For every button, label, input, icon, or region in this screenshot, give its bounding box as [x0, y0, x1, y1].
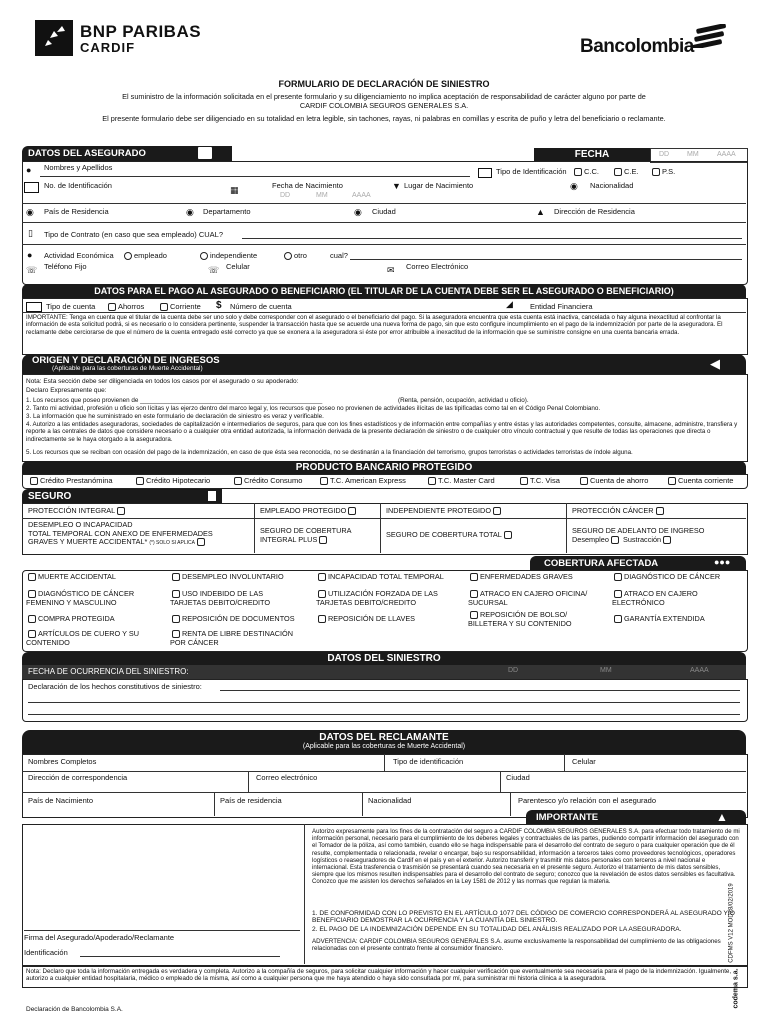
telefono-label: Teléfono Fijo	[44, 262, 87, 271]
origen-title: ORIGEN Y DECLARACIÓN DE INGRESOS	[32, 355, 220, 366]
declaracion-field[interactable]	[28, 702, 740, 703]
independiente-option[interactable]	[198, 251, 257, 260]
megaphone-icon: ◀	[710, 356, 720, 371]
otro-label: otro	[294, 251, 307, 260]
cobertura-option[interactable]	[612, 590, 698, 607]
globe-icon: ◉	[354, 207, 362, 217]
calendar-icon: ▦	[230, 185, 239, 195]
seguro-hline	[22, 518, 746, 519]
seguro-option-label: PROTECCIÓN INTEGRAL	[28, 506, 116, 515]
cobertura-option[interactable]	[170, 615, 295, 624]
cobertura-option-label: MUERTE ACCIDENTAL	[38, 572, 116, 581]
cc-option[interactable]	[572, 167, 599, 176]
seguro-option-label: INTEGRAL PLUS	[260, 534, 318, 544]
person-icon: ●	[26, 165, 32, 175]
reclamante-vline	[500, 771, 501, 792]
id-number-icon	[24, 182, 39, 193]
fecha-nac-mm: MM	[316, 192, 328, 199]
actividad-label: Actividad Económica	[44, 251, 114, 260]
nacionalidad-label: Nacionalidad	[590, 181, 634, 190]
declaracion-field[interactable]	[220, 690, 740, 691]
card-icon	[26, 302, 42, 312]
seguro-option-label: EMPLEADO PROTEGIDO	[260, 506, 347, 515]
origen-p1b: (Renta, pensión, ocupación, actividad u oficio).	[398, 397, 529, 404]
cobertura-option-label: REPOSICIÓN DE DOCUMENTOS	[182, 614, 295, 623]
ahorros-label: Ahorros	[118, 302, 145, 311]
declaracion-field[interactable]	[28, 714, 740, 715]
tipo-contrato-field[interactable]	[242, 238, 742, 239]
importante-text-1: Autorizo expresamente para los fines de la contratación del seguro a CARDIF COLOMBIA SEGUROS GENERALES S.A. para efectuar todo tratamiento de mi información personal, necesario para el cumplimiento de los deberes legales y contractuales de las partes, pudiendo compartir información del asegurado con el Tomador de la póliza, así como también, cuando ello se haga indispensable para el desarrollo del contrato de seguro o para cualquier operación que de él resulte, complementada o relacionada, revelar o encargar, bajo su responsabilidad, información a terceros tales como proveedores tecnológicos, operadores logísticos o reaseguradores de Cardif en el país y en el exterior. Autorizo transferir y trasmitir mis datos personales con terceros a nivel nacional e internacional. Esta trasferencia o trasmisión se presentará cuando sea necesaria en el presente seguro. Autorizo el tratamiento de mis datos sensibles, siempre que los mismos resulten indispensables para el desarrollo del contrato de seguro; conozco que la revelación de estos datos sensibles es facultativa. Conozco que me asisten los derechos señalados en la Ley 1581 de 2012 y las normas que regulan la materia.	[312, 828, 740, 886]
document-icon	[208, 491, 216, 501]
cobertura-option-label: REPOSICIÓN DE LLAVES	[328, 614, 416, 623]
cobertura-option[interactable]	[26, 590, 134, 607]
bnp-line2: CARDIF	[80, 40, 136, 55]
cobertura-header	[530, 556, 746, 570]
firma-divider	[304, 824, 305, 964]
cobertura-option[interactable]	[316, 615, 415, 624]
cobertura-title: COBERTURA AFECTADA	[544, 558, 659, 569]
dollar-icon: $	[216, 300, 222, 311]
cobertura-option[interactable]	[316, 590, 438, 607]
reclamante-vline	[362, 792, 363, 816]
siniestro-header	[22, 652, 746, 665]
lugar-nac-label: Lugar de Nacimiento	[404, 181, 474, 190]
siniestro-fecha-label: FECHA DE OCURRENCIA DEL SINIESTRO:	[28, 667, 189, 676]
siniestro-mm[interactable]: MM	[600, 667, 612, 674]
asegurado-header	[22, 146, 232, 161]
cobertura-option-label: COMPRA PROTEGIDA	[38, 614, 115, 623]
fecha-mm: MM	[687, 151, 699, 158]
footer-declaracion: Declaración de Bancolombia S.A.	[26, 1006, 123, 1013]
corriente-option[interactable]	[158, 302, 201, 311]
reclamante-pais-res: País de residencia	[220, 796, 282, 805]
importante-title: IMPORTANTE	[536, 812, 599, 823]
tipo-cuenta-label: Tipo de cuenta	[46, 302, 96, 311]
identificacion-label: Identificación	[24, 948, 68, 957]
bnp-logo	[35, 20, 73, 56]
origen-header	[22, 354, 746, 374]
bank-icon: ◢	[506, 299, 513, 309]
origen-p3: 3. La información que he suministrado en este formulario de declaración de siniestro es veraz y verificable.	[26, 413, 324, 420]
cobertura-option-label: ARTÍCULOS DE CUERO Y SU CONTENIDO	[26, 629, 139, 647]
seguro-option[interactable]	[28, 521, 213, 548]
reclamante-vline	[384, 754, 385, 771]
origen-p2: 2. Tanto mi actividad, profesión u oficio son lícitas y las ejerzo dentro del marco legal y, los recursos que poseo no provienen de actividades ilícitas de las tipificadas como tal en el Código Penal Colombiano.	[26, 405, 601, 412]
cobertura-option[interactable]	[170, 573, 284, 582]
seguro-option[interactable]	[386, 507, 503, 516]
correo-label: Correo Electrónico	[406, 262, 469, 271]
seguro-option[interactable]	[572, 527, 704, 544]
ps-option[interactable]	[650, 167, 675, 176]
producto-item-label: T.C. American Express	[330, 476, 406, 485]
reclamante-pais-nac: País de Nacimiento	[28, 796, 94, 805]
ce-option[interactable]	[612, 167, 639, 176]
seguro-option[interactable]	[386, 531, 514, 540]
seguro-header	[22, 489, 222, 503]
bancolombia-logo	[580, 26, 740, 62]
departamento-label: Departamento	[203, 207, 251, 216]
producto-item[interactable]	[578, 476, 648, 485]
cual-field[interactable]	[350, 259, 742, 260]
asegurado-section	[22, 161, 748, 285]
siniestro-aaaa[interactable]: AAAA	[690, 667, 709, 674]
cobertura-option-label: GARANTÍA EXTENDIDA	[624, 614, 705, 623]
identificacion-field[interactable]	[80, 956, 280, 957]
footer-nota: Nota: Declaro que toda la información entregada es verdadera y completa. Autorizo a la compañía de seguros, para solicitar cualquier información y hacer cualquier verificación que eventualmente sea necesaria para el pago de la indemnización. Igualmente, autorizo a cualquier entidad hospitalaria, médico o empleado de la misma, así como a cualquier persona que me haya atendido o haya sido consultada por mí, para suministrar mi historia clínica a la aseguradora.	[26, 968, 732, 983]
seguro-option-label: SEGURO DE COBERTURA	[260, 526, 352, 535]
producto-item-label: Crédito Hipotecario	[146, 476, 211, 485]
cobertura-option[interactable]	[612, 615, 705, 624]
importante-header	[526, 810, 746, 824]
producto-item-label: Crédito Consumo	[244, 476, 303, 485]
firma-label: Firma del Asegurado/Apoderado/Reclamante	[24, 933, 175, 942]
seguro-option-label: GRAVES Y MUERTE ACCIDENTAL*	[28, 537, 148, 546]
entidad-label: Entidad Financiera	[530, 302, 593, 311]
reclamante-vline	[564, 754, 565, 771]
seguro-option-label: SEGURO DE ADELANTO DE INGRESO	[572, 526, 705, 535]
reclamante-hline	[22, 771, 746, 772]
producto-item[interactable]	[134, 476, 210, 485]
intro-line-1: El suministro de la información solicitada en el presente formulario y su diligenciamiento no implica aceptación de responsabilidad de carácter alguno por parte de	[122, 92, 646, 101]
cobertura-option-label: UTILIZACIÓN FORZADA DE LAS TARJETAS DEBITO/CREDITO	[316, 589, 438, 607]
producto-item[interactable]	[518, 476, 560, 485]
cobertura-option[interactable]	[468, 611, 572, 628]
globe-icon: ◉	[186, 207, 194, 217]
cobertura-option[interactable]	[316, 573, 444, 582]
reclamante-tipo-id: Tipo de identificación	[393, 757, 464, 766]
nombres-label: Nombres y Apellidos	[44, 163, 113, 172]
seguro-option-note: (*) SOLO SI APLICA	[149, 540, 195, 546]
seguro-option[interactable]	[572, 507, 666, 516]
row3-line	[22, 222, 746, 223]
importante-text-3: 2. EL PAGO DE LA INDEMNIZACIÓN DEPENDE EN SU TOTALIDAD DEL ANÁLISIS REALIZADO POR LA ASEGURADORA.	[312, 926, 682, 933]
fecha-header	[534, 148, 650, 161]
seguro-option[interactable]	[260, 507, 358, 516]
side-code	[728, 880, 762, 1009]
cobertura-option[interactable]	[26, 573, 116, 582]
reclamante-vline	[214, 792, 215, 816]
cobertura-option[interactable]	[468, 590, 587, 607]
origen-declaro: Declaro Expresamente que:	[26, 387, 107, 394]
cobertura-option-label: DIAGNÓSTICO DE CÁNCER FEMENINO Y MASCULINO	[26, 589, 135, 607]
otro-option[interactable]	[282, 251, 307, 260]
cobertura-option-label: RENTA DE LIBRE DESTINACIÓN POR CÁNCER	[170, 629, 293, 647]
codema-text: codema s.a.	[732, 968, 740, 1009]
producto-item[interactable]	[426, 476, 495, 485]
ciudad-label: Ciudad	[372, 207, 396, 216]
seguro-option-label: DESEMPLEO O INCAPACIDAD	[28, 520, 133, 529]
seguro-option-label: Desempleo	[572, 534, 609, 544]
cobertura-option[interactable]	[170, 590, 270, 607]
seguro-vline	[566, 503, 567, 553]
pago-line	[22, 312, 746, 313]
producto-title: PRODUCTO BANCARIO PROTEGIDO	[295, 462, 473, 473]
fecha-nac-boxes[interactable]	[262, 191, 380, 203]
origen-nota: Nota: Esta sección debe ser diligenciada en todos los casos por el asegurado o su apoderado:	[26, 378, 299, 385]
reclamante-title: DATOS DEL RECLAMANTE	[319, 732, 449, 743]
direccion-label: Dirección de Residencia	[554, 207, 635, 216]
firma-line[interactable]	[24, 930, 300, 931]
tipo-contrato-label: Tipo de Contrato (en caso que sea empleado) CUAL?	[44, 230, 223, 239]
corriente-label: Corriente	[170, 302, 201, 311]
importante-text-2: 1. DE CONFORMIDAD CON LO PREVISTO EN EL ARTÍCULO 1077 DEL CÓDIGO DE COMERCIO CORRESPONDERÁ AL ASEGURADO Y/O BENEFICIARIO DEMOSTRAR LA OCURRENCIA Y LA CUANTÍA DEL SINIESTRO.	[312, 910, 735, 925]
celular-label: Celular	[226, 262, 250, 271]
reclamante-parentesco: Parentesco y/o relación con el asegurado	[518, 796, 657, 805]
reclamante-celular: Celular	[572, 757, 596, 766]
origen-p5: 5. Los recursos que se reciban con ocasión del pago de la indemnización, en caso de que ésta sea reconocida, no se destinarán a la financiación del terrorismo, grupos terroristas o actividades terroristas de índole alguna.	[26, 449, 633, 456]
fecha-nac-dd: DD	[280, 192, 291, 199]
producto-item-label: T.C. Visa	[530, 476, 560, 485]
seguro-option[interactable]	[28, 507, 127, 516]
cobertura-option[interactable]	[26, 630, 139, 647]
reclamante-direccion: Dirección de correspondencia	[28, 773, 128, 782]
origen-subtitle: (Aplicable para las coberturas de Muerte Accidental)	[52, 365, 203, 372]
numero-cuenta-label: Número de cuenta	[230, 302, 292, 311]
siniestro-title: DATOS DEL SINIESTRO	[327, 653, 441, 664]
cobertura-option-label: ATRACO EN CAJERO OFICINA/ SUCURSAL	[468, 589, 588, 607]
siniestro-fecha-bar	[22, 665, 746, 679]
pago-title: DATOS PARA EL PAGO AL ASEGURADO O BENEFICIARIO (EL TITULAR DE LA CUENTA DEBE SER EL ASEGURADO O BENEFICIARIO)	[94, 286, 674, 296]
origen-p4: 4. Autorizo a las entidades aseguradoras, sociedades de capitalización e intermediarios de seguros, para que con los fines estadísticos y de información entre compañías y entre éstas y las autoridades competentes, consulte, almacene, administre, transfiera y reporte a las centrales de datos que considere necesario o a cualquier otra entidad autorizada, la información derivada de la presente declaración de siniestro o de cualquier otro vínculo contractual y que resulte de todas las operaciones que directa o indirectamente se le haya otorgado a la aseguradora.	[26, 421, 738, 443]
producto-item-label: Cuenta de ahorro	[590, 476, 649, 485]
fecha-label: FECHA	[574, 149, 610, 160]
ps-label: P.S.	[662, 167, 676, 176]
cobertura-option-label: USO INDEBIDO DE LAS TARJETAS DEBITO/CREDITO	[170, 589, 271, 607]
cual-label: cual?	[330, 251, 348, 260]
empleado-label: empleado	[134, 251, 167, 260]
fecha-aaaa: AAAA	[717, 151, 736, 158]
independiente-label: independiente	[210, 251, 258, 260]
cobertura-option-label: DESEMPLEO INVOLUNTARIO	[182, 572, 284, 581]
seguro-option[interactable]	[260, 527, 352, 544]
cobertura-option-label: ATRACO EN CAJERO ELECTRÓNICO	[612, 589, 698, 607]
reclamante-subtitle: (Aplicable para las coberturas de Muerte Accidental)	[302, 743, 466, 750]
declaracion-label: Declaración de los hechos constitutivos de siniestro:	[28, 682, 202, 691]
siniestro-dd[interactable]: DD	[508, 667, 519, 674]
bank-name: Bancolombia	[580, 36, 694, 57]
globe-icon: ◉	[26, 207, 34, 217]
no-id-label: No. de Identificación	[44, 181, 112, 190]
document-icon: ▯	[28, 228, 33, 238]
envelope-icon: ✉	[387, 265, 395, 275]
cobertura-option[interactable]	[612, 573, 720, 582]
pais-res-label: País de Residencia	[44, 207, 109, 216]
cobertura-option[interactable]	[468, 573, 573, 582]
reclamante-correo: Correo electrónico	[256, 773, 318, 782]
producto-item[interactable]	[232, 476, 302, 485]
producto-item[interactable]	[318, 476, 406, 485]
seguro-vline	[254, 503, 255, 553]
reclamante-vline	[510, 792, 511, 816]
seguro-option-label: Sustracción	[622, 534, 662, 544]
empleado-option[interactable]	[122, 251, 167, 260]
producto-item[interactable]	[28, 476, 113, 485]
location-pin-icon: ▼	[392, 181, 401, 191]
cc-label: C.C.	[584, 167, 599, 176]
reclamante-nombres: Nombres Completos	[28, 757, 97, 766]
seguro-title: SEGURO	[28, 491, 72, 502]
reclamante-header	[22, 730, 746, 754]
reclamante-section	[22, 754, 748, 818]
side-code-text: CDFMS V12 MOD28/02/2019	[728, 883, 735, 963]
ahorros-option[interactable]	[106, 302, 144, 311]
producto-item-label: Cuenta corriente	[678, 476, 734, 485]
id-card-icon	[198, 147, 212, 159]
seguro-option-label: INDEPENDIENTE PROTEGIDO	[386, 506, 492, 515]
fecha-dd: DD	[659, 151, 670, 158]
tipo-id-label: Tipo de Identificación	[496, 167, 567, 176]
intro-line-3: El presente formulario debe ser diligenciado en su totalidad en letra legible, sin tachones, rayas, ni palabras en comillas y escrita de puño y letra del beneficiario o reclamante.	[102, 114, 666, 123]
row2-line	[22, 203, 746, 204]
cobertura-option[interactable]	[26, 615, 115, 624]
producto-item-label: T.C. Master Card	[438, 476, 495, 485]
intro-line-2: CARDIF COLOMBIA SEGUROS GENERALES S.A.	[299, 101, 469, 110]
reclamante-vline	[248, 771, 249, 792]
cobertura-option-label: DIAGNÓSTICO DE CÁNCER	[624, 572, 721, 581]
pago-header	[22, 284, 746, 298]
seguro-option-label: SEGURO DE COBERTURA TOTAL	[386, 530, 502, 539]
globe-icon: ◉	[570, 181, 578, 191]
reclamante-nacionalidad: Nacionalidad	[368, 796, 412, 805]
pago-importante-text: IMPORTANTE: Tenga en cuenta que el titular de la cuenta debe ser uno solo y debe corresponder con el asegurado o el beneficiario del pago. Si la aseguradora encuentra que esta cuenta está inactiva, cancelada o hay alguna inexactitud al confrontar la información de esta solicitud podrá, si es necesario o lo considera pertinente, suspender la transacción hasta que se acuerde una nueva forma de pago, sin que esto configure incumplimiento en el pago de la indemnización por parte de la aseguradora. El reclamante debe cerciorarse de que el número de la cuenta entregado esté correcto ya que se exonera a la aseguradora si éste por error atribuible a inexactitud de la información que se suministre consigne en una cuenta bancaria errada.	[26, 314, 723, 336]
fecha-nac-label: Fecha de Nacimiento	[272, 181, 343, 190]
origen-p1a: 1. Los recursos que poseo provienen de ____________________________________________________	[26, 397, 323, 404]
person-icon: ●	[27, 250, 33, 260]
producto-item[interactable]	[666, 476, 733, 485]
reclamante-hline	[22, 792, 746, 793]
nombres-field[interactable]	[40, 176, 470, 177]
fecha-nac-aaaa: AAAA	[352, 192, 371, 199]
id-type-icon	[478, 168, 492, 178]
bnp-stars-icon	[35, 20, 73, 56]
house-icon: ▲	[536, 207, 545, 217]
seguro-vline	[380, 503, 381, 553]
seguro-option-label: TOTAL TEMPORAL CON ANEXO DE ENFERMEDADES	[28, 528, 213, 538]
mobile-icon: ☏	[208, 265, 220, 275]
seguro-option-label: PROTECCIÓN CÁNCER	[572, 506, 654, 515]
row4-line	[22, 244, 746, 245]
ce-label: C.E.	[624, 167, 639, 176]
cobertura-option-label: ENFERMEDADES GRAVES	[480, 572, 573, 581]
reclamante-ciudad: Ciudad	[506, 773, 530, 782]
asegurado-title: DATOS DEL ASEGURADO	[28, 148, 146, 159]
cobertura-option-label: REPOSICIÓN DE BOLSO/ BILLETERA Y SU CONTENIDO	[468, 610, 572, 628]
form-title: FORMULARIO DE DECLARACIÓN DE SINIESTRO	[278, 79, 490, 89]
warning-icon: ▲	[716, 810, 728, 824]
people-icon: ●●●	[714, 557, 731, 567]
bnp-line1: BNP PARIBAS	[80, 22, 202, 41]
bancolombia-stripes-icon	[692, 24, 732, 48]
phone-icon: ☏	[26, 265, 38, 275]
producto-header	[22, 461, 746, 474]
producto-item-label: Crédito Prestanómina	[40, 476, 113, 485]
importante-text-4: ADVERTENCIA: CARDIF COLOMBIA SEGUROS GENERALES S.A. asume exclusivamente la responsabilidad del cumplimiento de las obligaciones relacionadas con el presente contrato frente al consumidor financiero.	[312, 938, 721, 953]
cobertura-option-label: INCAPACIDAD TOTAL TEMPORAL	[328, 572, 444, 581]
cobertura-option[interactable]	[170, 630, 293, 647]
